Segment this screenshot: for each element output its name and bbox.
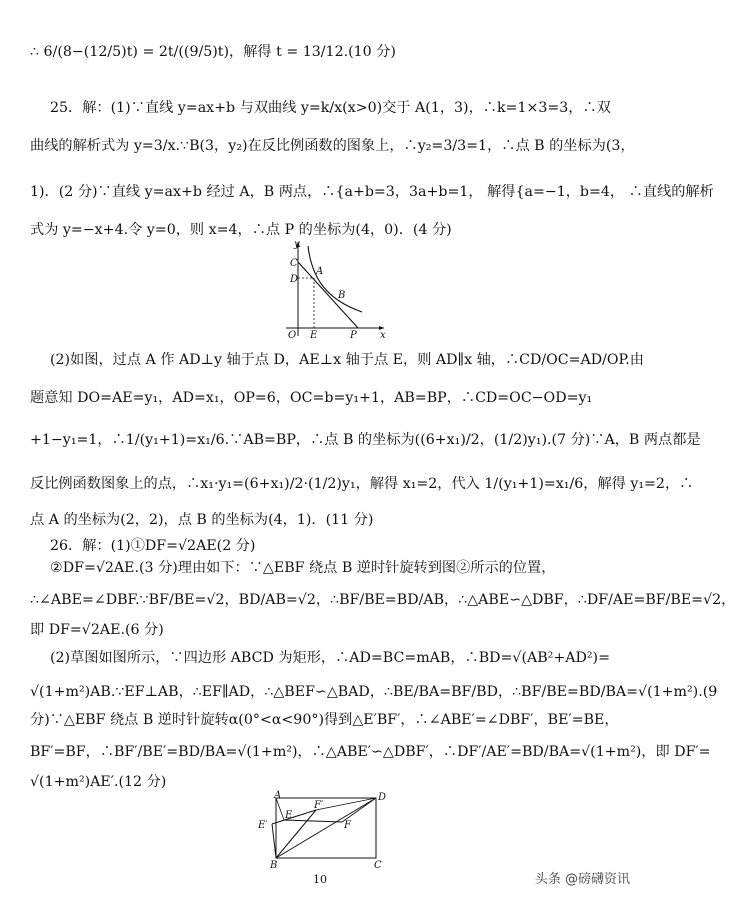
- text-line-17: 分)∵△EBF 绕点 B 逆时针旋转α(0°<α<90°)得到△E′BF′，∴∠ABE′=∠DBF′，BE′=BE，: [30, 712, 619, 728]
- text-line-6: (2)如图，过点 A 作 AD⊥y 轴于点 D，AE⊥x 轴于点 E，则 AD∥x 轴，∴CD/OC=AD/OP.由: [50, 352, 644, 368]
- text-line-13: ∴∠ABE=∠DBF.∵BF/BE=√2，BD/AB=√2，∴BF/BE=BD/AB，∴△ABE∽△DBF，∴DF/AE=BF/BE=√2，: [30, 592, 735, 608]
- text-line-18: BF′=BF，∴BF′/BE′=BD/BA=√(1+m²)，∴△ABE′∽△DBF′，∴DF′/AE′=BD/BA=√(1+m²)，即 DF′=: [30, 744, 711, 760]
- coordinate-figure: [280, 240, 390, 340]
- text-line-9: 反比例函数图象上的点，∴x₁·y₁=(6+x₁)/2·(1/2)y₁，解得 x₁=2，代入 1/(y₁+1)=x₁/6，解得 y₁=2，∴: [30, 476, 694, 492]
- text-line-8: +1−y₁=1，∴1/(y₁+1)=x₁/6.∵AB=BP，∴点 B 的坐标为((6+x₁)/2，(1/2)y₁).(7 分)∵A，B 两点都是: [30, 432, 701, 448]
- text-line-2: 25．解：(1)∵直线 y=ax+b 与双曲线 y=k/x(x>0)交于 A(1，3)，∴k=1×3=3，∴双: [50, 100, 611, 116]
- rect-point-e-prime-label: E′: [258, 820, 268, 831]
- text-line-16: √(1+m²)AB.∵EF⊥AB，∴EF∥AD，∴△BEF∽△BAD，∴BE/BA=BF/BD，∴BF/BE=BD/BA=√(1+m²).(9: [30, 684, 718, 700]
- point-p-label: P: [350, 330, 357, 341]
- text-line-7: 题意知 DO=AE=y₁，AD=x₁，OP=6，OC=b=y₁+1，AB=BP，∴CD=OC−OD=y₁: [30, 390, 593, 406]
- rectangle-figure: [252, 790, 392, 870]
- rect-point-f-label: F: [344, 820, 351, 831]
- point-a-label: A: [316, 266, 324, 277]
- rect-point-f-prime-label: F′: [314, 800, 324, 811]
- rect-point-e-label: E: [285, 810, 293, 821]
- origin-label: O: [288, 330, 297, 341]
- text-line-1: ∴ 6/(8−(12/5)t) = 2t/((9/5)t)，解得 t = 13/12.(10 分): [30, 44, 396, 60]
- rect-point-c-label: C: [374, 860, 382, 871]
- text-line-12: ②DF=√2AE.(3 分)理由如下：∵△EBF 绕点 B 逆时针旋转到图②所示的位置，: [50, 560, 556, 576]
- text-line-14: 即 DF=√2AE.(6 分): [30, 622, 164, 638]
- text-line-4: 1)．(2 分)∵直线 y=ax+b 经过 A，B 两点，∴{a+b=3，3a+b=1， 解得{a=−1，b=4， ∴直线的解析: [30, 184, 714, 200]
- text-line-19: √(1+m²)AE′.(12 分): [30, 774, 167, 790]
- watermark: 头条 @磅礴资讯: [534, 872, 630, 887]
- point-b-label: B: [338, 290, 346, 301]
- rect-point-b-label: B: [270, 860, 278, 871]
- rect-point-a-label: A: [274, 790, 282, 801]
- point-e-label: E: [310, 330, 318, 341]
- text-line-3: 曲线的解析式为 y=3/x.∵B(3，y₂)在反比例函数的图象上，∴y₂=3/3=1，∴点 B 的坐标为(3，: [30, 138, 635, 154]
- rect-point-d-label: D: [378, 792, 387, 803]
- text-line-15: (2)草图如图所示，∵四边形 ABCD 为矩形，∴AD=BC=mAB，∴BD=√(AB²+AD²)=: [50, 650, 610, 666]
- point-d-label: D: [290, 274, 299, 285]
- text-line-11: 26．解：(1)①DF=√2AE(2 分): [50, 538, 256, 554]
- text-line-5: 式为 y=−x+4.令 y=0，则 x=4，∴点 P 的坐标为(4，0)．(4 分): [30, 222, 452, 238]
- y-axis-label: y: [294, 239, 300, 250]
- x-axis-label: x: [380, 330, 386, 341]
- page-number: 10: [313, 873, 327, 886]
- point-c-label: C: [290, 258, 298, 269]
- text-line-10: 点 A 的坐标为(2，2)，点 B 的坐标为(4，1)．(11 分): [30, 512, 374, 528]
